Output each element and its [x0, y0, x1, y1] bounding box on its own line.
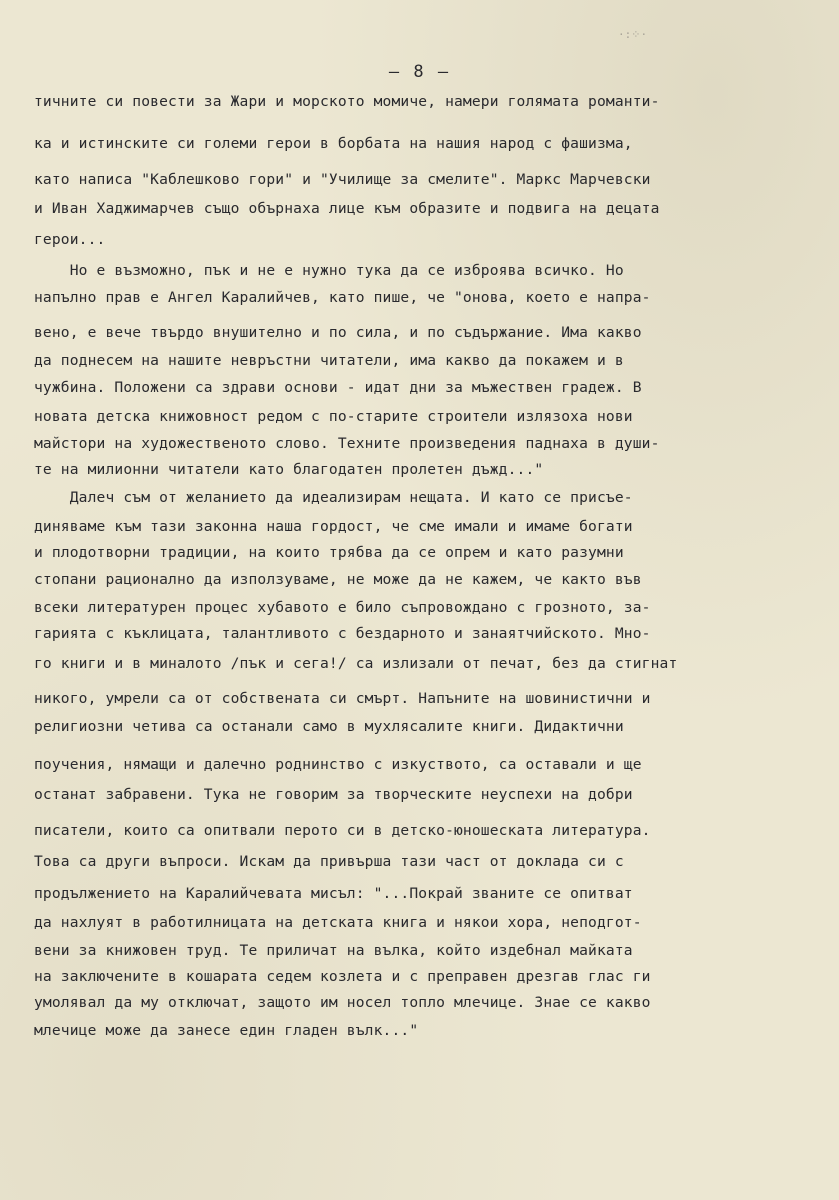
text-line: диняваме към тази законна наша гордост, че сме имали и имаме богати [34, 518, 633, 535]
text-line: религиозни четива са останали само в мухлясалите книги. Дидактични [34, 718, 624, 735]
text-line: да нахлуят в работилницата на детската книга и някои хора, неподгот- [34, 914, 642, 931]
text-line: умолявал да му отключат, защото им носел топло млечице. Знае се какво [34, 994, 651, 1011]
text-line: всеки литературен процес хубавото е било съпровождано с грозното, за- [34, 599, 651, 616]
text-line: и плодотворни традиции, на които трябва да се опрем и като разумни [34, 544, 624, 561]
text-line: ка и истинските си големи герои в борбата на нашия народ с фашизма, [34, 135, 633, 152]
text-line: вено, е вече твърдо внушително и по сила, и по съдържание. Има какво [34, 324, 642, 341]
text-line: и Иван Хаджимарчев също обърнаха лице към образите и подвига на децата [34, 200, 660, 217]
text-line: напълно прав е Ангел Каралийчев, като пише, че "онова, което е напра- [34, 289, 651, 306]
text-line: гарията с къклицата, талантливото с бездарното и занаятчийското. Мно- [34, 625, 651, 642]
text-line: Но е възможно, пък и не е нужно тука да се изброява всичко. Но [34, 262, 624, 279]
text-line: поучения, нямащи и далечно роднинство с изкуството, са оставали и ще [34, 756, 642, 773]
text-line: стопани рационално да използуваме, не може да не кажем, че както във [34, 571, 642, 588]
text-line: новата детска книжовност редом с по-старите строители излязоха нови [34, 408, 633, 425]
text-line: те на милионни читатели като благодатен пролетен дъжд..." [34, 461, 544, 478]
text-line: останат забравени. Тука не говорим за творческите неуспехи на добри [34, 786, 633, 803]
text-line: чужбина. Положени са здрави основи - идат дни за мъжествен градеж. В [34, 379, 642, 396]
text-line: герои... [34, 231, 106, 248]
text-line: Това са други въпроси. Искам да привърша тази част от доклада си с [34, 853, 624, 870]
text-line: млечице може да занесе един гладен вълк..." [34, 1022, 419, 1039]
page-number: – 8 – [388, 62, 451, 82]
text-line: го книги и в миналото /пък и сега!/ са излизали от печат, без да стигнат [34, 655, 678, 672]
corner-archive-mark: ·:⁘· [618, 28, 648, 41]
text-line: продължението на Каралийчевата мисъл: "...Покрай званите се опитват [34, 885, 633, 902]
text-line: вени за книжовен труд. Те приличат на вълка, който издебнал майката [34, 942, 633, 959]
text-line: майстори на художественото слово. Техните произведения паднаха в души- [34, 435, 660, 452]
text-line: писатели, които са опитвали перото си в детско-юношеската литература. [34, 822, 651, 839]
text-line: на заключените в кошарата седем козлета и с преправен дрезгав глас ги [34, 968, 651, 985]
text-line: Далеч съм от желанието да идеализирам нещата. И като се присъе- [34, 489, 633, 506]
text-line: като написа "Каблешково гори" и "Училище за смелите". Маркс Марчевски [34, 171, 651, 188]
text-line: тичните си повести за Жари и морското момиче, намери голямата романти- [34, 93, 660, 110]
text-line: да поднесем на нашите невръстни читатели, има какво да покажем и в [34, 352, 624, 369]
text-line: никого, умрели са от собствената си смърт. Напъните на шовинистични и [34, 690, 651, 707]
